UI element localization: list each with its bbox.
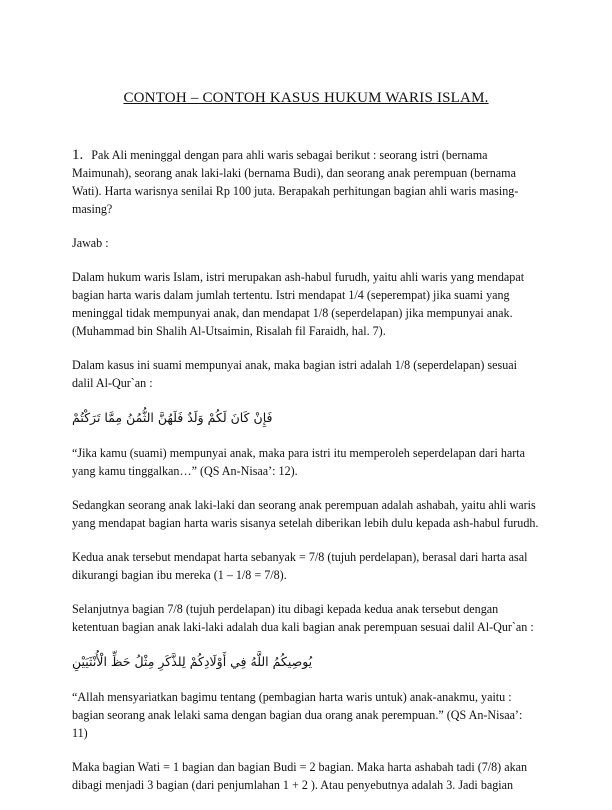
document-body — [72, 146, 540, 810]
page-title: CONTOH – CONTOH KASUS HUKUM WARIS ISLAM. — [123, 90, 489, 106]
paragraph-children-share: Kedua anak tersebut mendapat harta sebanyak = 7/8 (tujuh perdelapan), berasal dari harta asal dikurangi bagian ibu mereka (1 – 1/8 = 7/8). — [72, 550, 528, 582]
arabic-verse-an-nisaa-12: فَإِنْ كَانَ لَكُمْ وَلَدٌ فَلَهُنَّ الثُّمُنُ مِمَّا تَرَكْتُمْ — [72, 410, 273, 425]
paragraph-division-rule: Selanjutnya bagian 7/8 (tujuh perdelapan) itu dibagi kepada kedua anak tersebut dengan ketentuan bagian anak laki-laki adalah dua kali bagian anak perempuan sesuai dalil Al-Qur`an : — [72, 602, 534, 634]
arabic-verse-an-nisaa-11: يُوصِيكُمُ اللَّهُ فِي أَوْلَادِكُمْ لِلذَّكَرِ مِثْلُ حَظِّ الْأُنْثَيَيْنِ — [72, 654, 313, 669]
paragraph-division-result: Maka bagian Wati = 1 bagian dan bagian Budi = 2 bagian. Maka harta ashabah tadi (7/8) akan dibagi menjadi 3 bagian (dari penjumlahan 1 + 2 ). Atau penyebutnya adalah 3. Jadi bagian — [72, 760, 528, 792]
translation-an-nisaa-11: “Allah mensyariatkan bagimu tentang (pembagian harta waris untuk) anak-anakmu, yaitu : bagian seorang anak lelaki sama dengan bagian dua orang anak perempuan.” (QS An-Nisaa’: 11) — [72, 690, 523, 740]
paragraph-wife-share-rule: Dalam hukum waris Islam, istri merupakan ash-habul furudh, yaitu ahli waris yang mendapat bagian harta waris dalam jumlah tertentu. Istri mendapat 1/4 (seperempat) jika suami yang meninggal tidak mempunyai anak, dan mendapat 1/8 (seperdelapan) jika mempunyai anak. (Muhammad bin Shalih Al-Utsaimin, Risalah fil Faraidh, hal. 7). — [72, 270, 525, 338]
paragraph-wife-share-case: Dalam kasus ini suami mempunyai anak, maka bagian istri adalah 1/8 (seperdelapan) sesuai dalil Al-Qur`an : — [72, 358, 517, 390]
question-text: Pak Ali meninggal dengan para ahli waris sebagai berikut : seorang istri (bernama Maimunah), seorang anak laki-laki (bernama Budi), dan seorang anak perempuan (bernama Wati). Harta warisnya senilai Rp 100 juta. Berapakah perhitungan bagian ahli waris masing-masing? — [72, 148, 519, 216]
answer-label: Jawab : — [72, 236, 109, 250]
translation-an-nisaa-12: “Jika kamu (suami) mempunyai anak, maka para istri itu memperoleh seperdelapan dari harta yang kamu tinggalkan…” (QS An-Nisaa’: 12). — [72, 446, 526, 478]
question-number: 1. — [72, 147, 84, 163]
question-paragraph — [72, 146, 540, 218]
paragraph-ashabah: Sedangkan seorang anak laki-laki dan seorang anak perempuan adalah ashabah, yaitu ahli waris yang mendapat bagian harta waris sisanya setelah diberikan lebih dulu kepada ash-habul furudh. — [72, 498, 539, 530]
